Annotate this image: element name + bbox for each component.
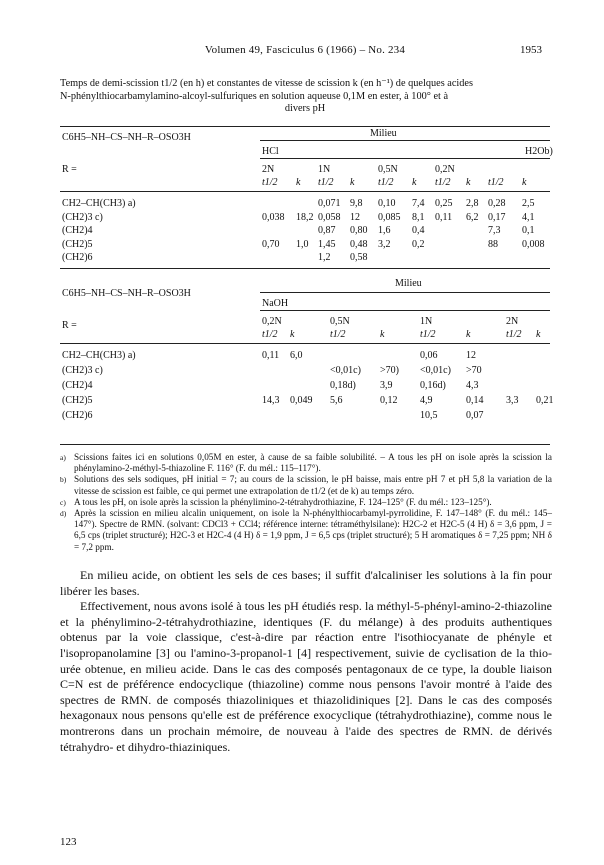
folio-number: 123 [60, 836, 77, 848]
table1-conc: 0,2N [435, 164, 455, 175]
table-cell: 6,2 [466, 211, 479, 223]
table2-sub-t: t1/2 [262, 329, 278, 340]
table1-col-h2o: H2Ob) [525, 146, 553, 157]
table-rule [60, 343, 550, 344]
footnote-mark: b) [60, 475, 67, 485]
table1-col-hcl: HCl [262, 146, 279, 157]
table2-sub-k: k [380, 329, 385, 340]
footnote-mark: a) [60, 453, 66, 462]
table2-conc: 1N [420, 316, 433, 327]
table2-conc: 0,2N [262, 316, 282, 327]
table-cell: 0,008 [522, 238, 545, 250]
table-cell: 0,58 [350, 252, 368, 263]
footnote [60, 508, 552, 553]
table-footnotes [60, 452, 552, 553]
table2-sub-t: t1/2 [420, 329, 436, 340]
row-label: (CH2)3 c) [62, 365, 103, 376]
table-cell: 0,071 [318, 198, 341, 209]
table-cell: 18,2 [296, 211, 314, 223]
table2-col-naoh: NaOH [262, 298, 289, 309]
footnote-text: Scissions faites ici en solutions 0,05M en ester, à cause de sa faible solubilité. – A tous les pH on isole après la scission la phénylamino-2-méthyl-5-thiazoline F. 116° (F. du mél.: 115–117°). [74, 452, 552, 474]
table1-conc: 1N [318, 164, 331, 175]
row-label: CH2–CH(CH3) a) [62, 198, 136, 209]
table-cell: 8,1 [412, 211, 425, 223]
table1-sub-t: t1/2 [488, 177, 504, 188]
row-label: (CH2)5 [62, 238, 93, 250]
table-cell: 0,48 [350, 238, 368, 250]
table-cell: 0,17 [488, 211, 506, 223]
footnote [60, 474, 552, 496]
table2-sub-t: t1/2 [506, 329, 522, 340]
table-rule [60, 191, 550, 192]
table-cell: 1,6 [378, 225, 391, 236]
running-head: Volumen 49, Fasciculus 6 (1966) – No. 234 [204, 44, 406, 56]
table-cell: >70) [380, 365, 399, 376]
table-cell: 0,28 [488, 198, 506, 209]
table-cell: 5,6 [330, 395, 343, 406]
footnote-mark: d) [60, 509, 67, 519]
table1-sub-k: k [466, 177, 471, 188]
table2-sub-k: k [290, 329, 295, 340]
table1-formula: C6H5–NH–CS–NH–R–OSO3H [62, 132, 191, 143]
footnote-text: A tous les pH, on isole après la scission la phénylimino-2-tétrahydrothiazine, F. 124–125° (F. du mél.: 123–125°). [74, 496, 492, 507]
table-cell: 0,058 [318, 211, 341, 223]
table-cell: 0,16d) [420, 380, 446, 391]
table-cell: 12 [466, 350, 476, 361]
row-label: (CH2)6 [62, 410, 93, 421]
table-cell: 0,10 [378, 198, 396, 209]
paragraph: En milieu acide, on obtient les sels de ces bases; il suffit d'alcaliniser les solutions à la fin pour libérer les bases. [60, 568, 552, 598]
table-cell: 0,06 [420, 350, 438, 361]
table-cell: 3,9 [380, 380, 393, 391]
table-cell: 3,3 [506, 395, 519, 406]
table-cell: 0,2 [412, 238, 425, 250]
table-cell: 2,5 [522, 198, 535, 209]
table-cell: 7,3 [488, 225, 501, 236]
table1-sub-t: t1/2 [435, 177, 451, 188]
table-cell: 9,8 [350, 198, 363, 209]
footnote-text: Après la scission en milieu alcalin uniquement, on isole la N-phénylthiocarbamyl-pyrrolidine, F. 147–148° (F. du mél.: 145–147°). Spectre de RMN. (solvant: CDCl3 + CCl4; référence interne: tétraméthylsilane): H2C-2 et H2C-5 (4 H) δ = 3,6 ppm, J = 6,5 cps (triplet structuré); H2C-3 et H2C-4 (4 H) δ = 1,9 ppm, J = 6,5 cps (triplet structuré); 5 H aromatiques δ = 7,25 ppm; NH δ = 7,2 ppm. [74, 508, 552, 552]
table1-conc: 2N [262, 164, 275, 175]
table2-sub-k: k [466, 329, 471, 340]
table-cell: 2,8 [466, 198, 479, 209]
row-label: (CH2)4 [62, 380, 93, 391]
table-rule [60, 268, 550, 269]
table-rule [260, 292, 550, 293]
table2-sub-k: k [536, 329, 541, 340]
table2-formula: C6H5–NH–CS–NH–R–OSO3H [62, 288, 191, 299]
table-cell: 0,11 [262, 350, 280, 361]
table1-sub-t: t1/2 [318, 177, 334, 188]
table-caption [60, 78, 550, 116]
table-rule [260, 310, 550, 311]
table1-sub-k: k [412, 177, 417, 188]
table-cell: 0,25 [435, 198, 453, 209]
caption-line: Temps de demi-scission t1/2 (en h) et constantes de vitesse de scission k (en h⁻¹) de quelques acides [60, 78, 473, 89]
table-cell: 1,0 [296, 238, 309, 250]
table-cell: 0,4 [412, 225, 425, 236]
row-label: CH2–CH(CH3) a) [62, 350, 136, 361]
table2-conc: 0,5N [330, 316, 350, 327]
table1-sub-k: k [522, 177, 527, 188]
table-cell: 0,07 [466, 410, 484, 421]
footnote-mark: c) [60, 497, 66, 507]
row-label: (CH2)6 [62, 252, 93, 263]
footnote [60, 452, 552, 474]
table-cell: 0,14 [466, 395, 484, 406]
footnote [60, 497, 552, 508]
table-cell: 0,18d) [330, 380, 356, 391]
table-cell: 0,70 [262, 238, 280, 250]
page-number: 1953 [520, 44, 542, 56]
table-cell: 14,3 [262, 395, 280, 406]
table-cell: 4,3 [466, 380, 479, 391]
table-cell: 0,11 [435, 211, 453, 223]
row-label: (CH2)3 c) [62, 211, 103, 223]
table1-sub-t: t1/2 [378, 177, 394, 188]
table-cell: 88 [488, 238, 498, 250]
table-cell: 0,085 [378, 211, 401, 223]
table-cell: 12 [350, 211, 360, 223]
table-rule [260, 158, 550, 159]
table-cell: 0,1 [522, 225, 535, 236]
table2-group-header: Milieu [395, 278, 422, 289]
row-label: (CH2)4 [62, 225, 93, 236]
table-rule [260, 140, 550, 141]
caption-line: N-phénylthiocarbamylamino-alcoyl-sulfuriques en solution aqueuse 0,1M en ester, à 100° et à [60, 90, 449, 102]
table-cell: <0,01c) [330, 365, 361, 376]
table-cell: 0,87 [318, 225, 336, 236]
table-cell: 1,45 [318, 238, 336, 250]
table-cell: 1,2 [318, 252, 331, 263]
table-cell: 0,12 [380, 395, 398, 406]
table-cell: 4,9 [420, 395, 433, 406]
table1-r-label: R = [62, 164, 77, 175]
row-label: (CH2)5 [62, 395, 93, 406]
table2-r-label: R = [62, 320, 77, 331]
table-rule [60, 126, 550, 127]
table2-sub-t: t1/2 [330, 329, 346, 340]
paragraph: Effectivement, nous avons isolé à tous les pH étudiés resp. la méthyl-5-phényl-amino-2-thiazoline et la phénylimino-2-tétrahydrothiazine, identiques (F. du mélange) à des produits authentiques obtenus par la voie classique, c'est-à-dire par réaction entre l'isothiocyanate de phényle et l'isopropanolamine [3] ou l'amino-3-propanol-1 [4] respectivement, suivie de cyclisation de la thio-urée obtenue, en milieu acide. Dans le cas des composés pentagonaux de ce type, la double liaison C=N est de préférence endocyclique (thiazoline) comme nous pensons l'avoir montré à l'aide des spectres de RMN. de composés thiazoliniques et thiazolidiniques [2]. Dans le cas des composés hexagonaux nous pensons qu'elle est de préférence exocyclique (tétrahydrothiazine), comme nous le montrerons dans un prochain mémoire, de nouveau à l'aide des spectres de RMN. de dérivés tétrahydro- et dihydro-thiaziniques. [60, 599, 552, 754]
table1-conc: 0,5N [378, 164, 398, 175]
table-cell: 0,21 [536, 395, 554, 406]
table-rule [60, 444, 550, 445]
table-cell: 4,1 [522, 211, 535, 223]
table-cell: >70 [466, 365, 482, 376]
table-cell: 3,2 [378, 238, 391, 250]
caption-line: divers pH [284, 103, 326, 114]
table-cell: 0,038 [262, 211, 285, 223]
footnote-text: Solutions des sels sodiques, pH initial = 7; au cours de la scission, le pH baisse, mais entre pH 7 et pH 5,8 la variation de la vitesse de scission est faible, ce qui permet une extrapolation de t1/2 (et de k) au temps zéro. [74, 474, 552, 496]
table-cell: 0,049 [290, 395, 313, 406]
table1-group-header: Milieu [370, 128, 397, 139]
table1-sub-t: t1/2 [262, 177, 278, 188]
table-cell: 6,0 [290, 350, 303, 361]
table-cell: 0,80 [350, 225, 368, 236]
table-cell: 10,5 [420, 410, 438, 421]
body-text [60, 568, 552, 755]
table-cell: 7,4 [412, 198, 425, 209]
table1-sub-k: k [296, 177, 301, 188]
table-cell: <0,01c) [420, 365, 451, 376]
table2-conc: 2N [506, 316, 519, 327]
table1-sub-k: k [350, 177, 355, 188]
